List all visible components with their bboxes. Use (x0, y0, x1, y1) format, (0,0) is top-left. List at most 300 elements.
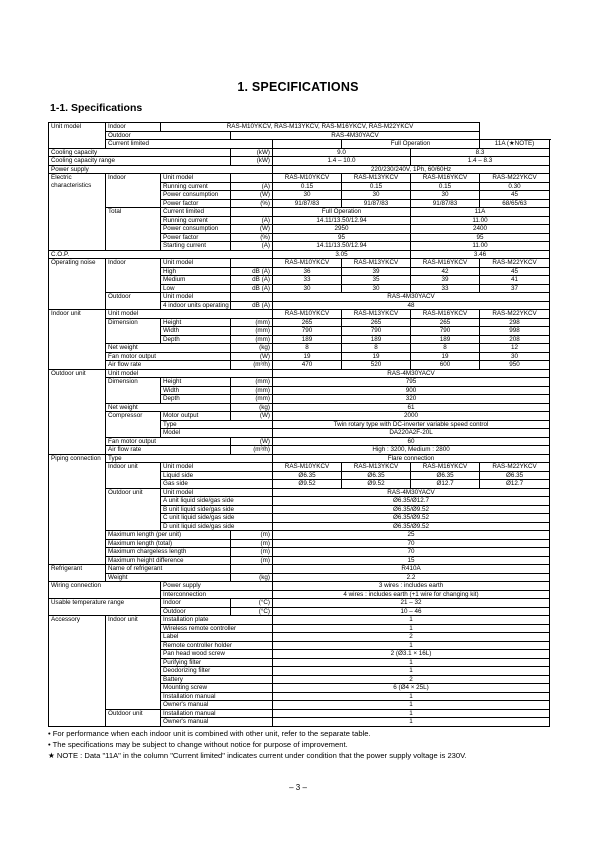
table-cell: 19 (273, 352, 342, 361)
table-cell: 208 (480, 335, 550, 344)
table-cell: Air flow rate (106, 361, 231, 370)
table-cell: RAS-M16YKCV (411, 174, 480, 183)
table-cell: (W) (231, 191, 273, 200)
table-cell: 320 (273, 395, 550, 404)
table-cell: 189 (411, 335, 480, 344)
table-cell (273, 140, 342, 149)
table-cell (231, 259, 273, 268)
table-cell: Ø9.52 (273, 480, 342, 489)
table-cell: 2950 (273, 225, 411, 234)
table-cell: (kg) (231, 403, 273, 412)
table-cell: Deodorizing filter (161, 667, 273, 676)
table-cell: 8 (411, 344, 480, 353)
table-cell: Name of refrigerant (106, 565, 231, 574)
table-cell: (W) (231, 352, 273, 361)
table-cell: RAS-M10YKCV (273, 463, 342, 472)
footnotes (48, 728, 558, 761)
table-cell: 1.4 – 10.0 (273, 157, 411, 166)
table-cell: Liquid side (161, 471, 273, 480)
table-cell: Ø6.35 (480, 471, 550, 480)
table-cell: Outdoor unit (106, 488, 161, 531)
table-cell: 33 (411, 284, 480, 293)
table-cell: Maximum chargeless length (106, 548, 231, 557)
table-cell: Height (161, 378, 231, 387)
table-cell: 265 (342, 318, 411, 327)
table-cell: Weight (106, 573, 231, 582)
table-cell: Net weight (106, 344, 231, 353)
specifications-table (48, 122, 550, 727)
table-cell: (kg) (231, 344, 273, 353)
table-cell: 14.11/13.50/12.94 (273, 242, 411, 251)
table-cell: RAS-M13YKCV (342, 463, 411, 472)
table-cell: High : 3200, Medium : 2800 (273, 446, 550, 455)
table-cell: 950 (480, 361, 550, 370)
table-cell: 39 (411, 276, 480, 285)
table-cell: C.O.P. (49, 250, 273, 259)
table-row (49, 369, 550, 378)
table-cell: Indoor (106, 259, 161, 293)
table-cell: Air flow rate (106, 446, 231, 455)
table-cell: Purifying filter (161, 658, 273, 667)
table-cell: RAS-4M30YACV (273, 488, 550, 497)
table-cell: (%) (231, 233, 273, 242)
table-cell: RAS-M10YKCV (273, 259, 342, 268)
table-cell: Total (106, 208, 161, 251)
table-row (49, 174, 550, 183)
table-cell: Outdoor (106, 131, 231, 140)
table-cell: Power consumption (161, 191, 231, 200)
table-cell: D unit liquid side/gas side (161, 522, 273, 531)
table-cell: Flare connection (273, 454, 550, 463)
table-cell: 0.30 (480, 182, 550, 191)
table-cell: 600 (411, 361, 480, 370)
table-cell: Ø6.35/Ø9.52 (273, 505, 550, 514)
table-cell: Indoor (106, 123, 161, 132)
table-cell: 2000 (273, 412, 550, 421)
table-cell: Mounting screw (161, 684, 273, 693)
table-cell: Full Operation (273, 208, 411, 217)
table-cell: Indoor unit (49, 310, 106, 370)
table-cell: 42 (411, 267, 480, 276)
table-cell: 91/87/83 (411, 199, 480, 208)
table-cell: Running current (161, 182, 231, 191)
table-row (49, 259, 550, 268)
table-cell: RAS-4M30YACV (273, 293, 550, 302)
table-cell: Net weight (106, 403, 231, 412)
table-cell: 4 indoor units operating (161, 301, 231, 310)
page-title: 1. SPECIFICATIONS (237, 80, 359, 94)
table-cell: RAS-M22YKCV (480, 463, 550, 472)
table-cell: 8 (273, 344, 342, 353)
table-cell: dB (A) (231, 276, 273, 285)
table-cell: 795 (273, 378, 550, 387)
table-cell: Compressor (106, 412, 161, 438)
table-cell: Model (161, 429, 273, 438)
table-cell: DA220A2F-20L (273, 429, 550, 438)
table-cell: 11A (★NOTE) (480, 140, 550, 149)
table-cell: Ø6.35/Ø12.7 (273, 497, 550, 506)
table-cell: 470 (273, 361, 342, 370)
table-cell: 2400 (411, 225, 550, 234)
table-cell: 2 (273, 633, 550, 642)
table-cell: Power supply (49, 165, 273, 174)
table-cell: 70 (273, 548, 550, 557)
table-cell: Dimension (106, 318, 161, 344)
table-cell: 1.4 – 8.3 (411, 157, 550, 166)
table-cell: 3.05 (273, 250, 411, 259)
table-cell: Ø6.35/Ø9.52 (273, 514, 550, 523)
table-cell: Starting current (161, 242, 231, 251)
table-cell (231, 293, 273, 302)
table-row (49, 344, 550, 353)
table-row (49, 157, 550, 166)
table-cell: Ø6.35 (342, 471, 411, 480)
table-cell: Fan motor output (106, 437, 231, 446)
table-cell: C unit liquid side/gas side (161, 514, 273, 523)
table-cell: Unit model (161, 259, 231, 268)
table-cell: RAS-M10YKCV, RAS-M13YKCV, RAS-M16YKCV, RAS-M22YKCV (161, 123, 480, 132)
table-cell: (m) (231, 556, 273, 565)
table-cell: Indoor (161, 599, 231, 608)
table-cell: (m) (231, 531, 273, 540)
table-cell: 8 (342, 344, 411, 353)
table-cell: Power factor (161, 233, 231, 242)
table-cell: 36 (273, 267, 342, 276)
table-cell: 3 wires : includes earth (273, 582, 550, 591)
table-cell: (m³/h) (231, 361, 273, 370)
table-cell: 30 (411, 191, 480, 200)
table-cell: 9.0 (273, 148, 411, 157)
table-cell: 21 – 32 (273, 599, 550, 608)
table-cell: (kW) (231, 148, 273, 157)
table-cell: 11.00 (411, 242, 550, 251)
table-row (49, 599, 550, 608)
page-number: – 3 – (289, 783, 307, 792)
table-row (49, 565, 550, 574)
table-cell: Indoor unit (106, 616, 161, 710)
table-cell: Wireless remote controller (161, 624, 273, 633)
table-row (49, 378, 550, 387)
table-cell: 14.11/13.50/12.94 (273, 216, 411, 225)
table-cell: 189 (342, 335, 411, 344)
specifications-table-body (49, 123, 550, 727)
table-cell: Pan head wood screw (161, 650, 273, 659)
table-cell: Installation manual (161, 692, 273, 701)
table-cell: Ø12.7 (411, 480, 480, 489)
table-cell: 298 (480, 318, 550, 327)
table-cell: 790 (342, 327, 411, 336)
table-cell: 6 (Ø4 × 25L) (273, 684, 550, 693)
table-row (49, 403, 550, 412)
table-cell: (°C) (231, 599, 273, 608)
table-cell: Width (161, 386, 231, 395)
table-cell: 95 (411, 233, 550, 242)
table-cell: 265 (411, 318, 480, 327)
table-cell: Power supply (161, 582, 273, 591)
table-cell: Installation plate (161, 616, 273, 625)
table-cell: Battery (161, 675, 273, 684)
table-cell: 4 wires : includes earth (+1 wire for changing kit) (273, 590, 550, 599)
table-cell: RAS-M10YKCV (273, 174, 342, 183)
table-cell: (kW) (231, 157, 273, 166)
table-cell: 0.15 (273, 182, 342, 191)
table-cell: 265 (273, 318, 342, 327)
table-cell: 48 (273, 301, 550, 310)
table-cell: 220/230/240V, 1Ph, 60/60Hz (273, 165, 550, 174)
table-row (49, 454, 550, 463)
table-cell: Type (106, 454, 273, 463)
table-cell: Piping connection (49, 454, 106, 565)
table-cell: 0.15 (342, 182, 411, 191)
table-cell: Accessory (49, 616, 106, 727)
table-cell (231, 174, 273, 183)
table-cell: Current limited (106, 140, 273, 149)
table-cell: Low (161, 284, 231, 293)
table-cell: (W) (231, 437, 273, 446)
table-cell: 3.46 (411, 250, 550, 259)
table-row (49, 446, 550, 455)
table-cell: 35 (342, 276, 411, 285)
table-cell: 1 (273, 641, 550, 650)
table-cell: 520 (342, 361, 411, 370)
table-row (49, 412, 550, 421)
table-cell: 61 (273, 403, 550, 412)
table-cell: Installation manual (161, 709, 273, 718)
table-cell: RAS-4M30YACV (273, 369, 550, 378)
table-cell: Unit model (161, 488, 273, 497)
table-cell: 70 (273, 539, 550, 548)
table-cell: Unit model (161, 463, 273, 472)
table-row (49, 573, 550, 582)
table-cell: A unit liquid side/gas side (161, 497, 273, 506)
table-cell: 95 (273, 233, 411, 242)
table-cell: Remote controller holder (161, 641, 273, 650)
table-cell: 11.00 (411, 216, 550, 225)
table-cell: 19 (342, 352, 411, 361)
table-cell: Type (161, 420, 273, 429)
table-cell: Wiring connection (49, 582, 161, 599)
table-cell: RAS-M13YKCV (342, 310, 411, 319)
table-row (49, 488, 550, 497)
table-cell: Outdoor (106, 293, 161, 310)
table-cell: 998 (480, 327, 550, 336)
table-cell: 2 (Ø3.1 × 16L) (273, 650, 550, 659)
table-cell: 33 (273, 276, 342, 285)
table-cell: Interconnection (161, 590, 273, 599)
table-cell: 30 (273, 284, 342, 293)
table-cell: 189 (273, 335, 342, 344)
table-cell: 1 (273, 701, 550, 710)
table-cell: RAS-M13YKCV (342, 259, 411, 268)
table-cell: dB (A) (231, 267, 273, 276)
table-cell: 45 (480, 267, 550, 276)
table-cell: 91/87/83 (273, 199, 342, 208)
table-cell: dB (A) (231, 284, 273, 293)
table-row (49, 318, 550, 327)
table-cell: Unit model (161, 174, 231, 183)
table-cell: Height (161, 318, 231, 327)
table-cell: Current limited (161, 208, 231, 217)
table-cell: 1 (273, 616, 550, 625)
section-title: 1-1. Specifications (50, 102, 143, 114)
table-cell: Indoor unit (106, 463, 161, 489)
table-cell: RAS-M22YKCV (480, 310, 550, 319)
table-cell: 1 (273, 692, 550, 701)
table-cell: Operating noise (49, 259, 106, 310)
table-row (49, 531, 550, 540)
table-cell: 1 (273, 709, 550, 718)
table-cell: 60 (273, 437, 550, 446)
table-cell: R410A (273, 565, 550, 574)
table-cell: RAS-M16YKCV (411, 463, 480, 472)
table-cell: RAS-M13YKCV (342, 174, 411, 183)
table-cell: 2.2 (273, 573, 550, 582)
table-cell: Ø6.35 (411, 471, 480, 480)
footnote: ★ NOTE : Data "11A" in the column "Current limited" indicates current under condition that the power supply voltage is 230V. (48, 751, 467, 760)
table-cell: 30 (342, 284, 411, 293)
table-cell: (A) (231, 216, 273, 225)
table-row (49, 437, 550, 446)
table-row (49, 165, 550, 174)
table-row (49, 250, 550, 259)
table-cell: Electric characteristics (49, 174, 106, 251)
table-cell: 10 – 46 (273, 607, 550, 616)
table-cell: Medium (161, 276, 231, 285)
table-cell: RAS-M16YKCV (411, 259, 480, 268)
table-cell: (mm) (231, 318, 273, 327)
table-row (49, 310, 550, 319)
table-row (49, 709, 550, 718)
table-cell: RAS-4M30YACV (231, 131, 480, 140)
table-row (49, 352, 550, 361)
table-cell: Outdoor unit (106, 709, 161, 726)
table-cell: 19 (411, 352, 480, 361)
table-cell: Power consumption (161, 225, 231, 234)
table-cell: Outdoor unit (49, 369, 106, 454)
table-cell: (mm) (231, 378, 273, 387)
table-cell: 1 (273, 718, 550, 727)
table-cell: Ø6.35/Ø9.52 (273, 522, 550, 531)
table-cell: Width (161, 327, 231, 336)
table-cell: Cooling capacity range (49, 157, 231, 166)
table-row (49, 556, 550, 565)
table-row (49, 208, 550, 217)
table-cell (231, 565, 273, 574)
table-row (49, 140, 550, 149)
table-cell: Unit model (161, 293, 231, 302)
table-cell: (m³/h) (231, 446, 273, 455)
footnote: • The specifications may be subject to change without notice for purpose of improvement. (48, 740, 348, 749)
table-cell: Refrigerant (49, 565, 106, 582)
table-cell: Power factor (161, 199, 231, 208)
table-cell: Depth (161, 395, 231, 404)
table-cell: 2 (273, 675, 550, 684)
table-row (49, 123, 550, 132)
table-cell: 8.3 (411, 148, 550, 157)
table-cell: 12 (480, 344, 550, 353)
table-cell: Gas side (161, 480, 273, 489)
table-cell: Maximum length (per unit) (106, 531, 231, 540)
table-cell: Ø9.52 (342, 480, 411, 489)
table-row (49, 616, 550, 625)
table-cell: B unit liquid side/gas side (161, 505, 273, 514)
table-cell: 91/87/83 (342, 199, 411, 208)
table-cell: Unit model (49, 123, 106, 149)
table-cell: Maximum length (total) (106, 539, 231, 548)
table-row (49, 548, 550, 557)
table-cell: 68/65/63 (480, 199, 550, 208)
table-cell: (mm) (231, 335, 273, 344)
table-cell: (A) (231, 242, 273, 251)
table-cell: Cooling capacity (49, 148, 231, 157)
table-cell: (mm) (231, 395, 273, 404)
table-cell: 1 (273, 624, 550, 633)
table-row (49, 148, 550, 157)
table-row (49, 131, 550, 140)
table-cell (231, 208, 273, 217)
table-cell: 37 (480, 284, 550, 293)
table-cell: 25 (273, 531, 550, 540)
table-cell: 30 (273, 191, 342, 200)
table-cell: RAS-M22YKCV (480, 259, 550, 268)
table-cell: Outdoor (161, 607, 231, 616)
table-cell: 900 (273, 386, 550, 395)
table-cell: 0.15 (411, 182, 480, 191)
table-cell: Maximum height difference (106, 556, 231, 565)
table-cell: Owner's manual (161, 701, 273, 710)
table-cell: Full Operation (342, 140, 480, 149)
table-cell: 11A (411, 208, 550, 217)
table-cell: RAS-M16YKCV (411, 310, 480, 319)
table-row (49, 463, 550, 472)
table-cell: Running current (161, 216, 231, 225)
table-cell: 790 (273, 327, 342, 336)
table-cell: (W) (231, 225, 273, 234)
table-cell: 1 (273, 658, 550, 667)
table-cell: dB (A) (231, 301, 273, 310)
table-cell: (mm) (231, 386, 273, 395)
table-cell: 1 (273, 667, 550, 676)
table-cell: 30 (480, 352, 550, 361)
table-cell: Unit model (106, 369, 273, 378)
table-cell: (kg) (231, 573, 273, 582)
table-cell: 45 (480, 191, 550, 200)
table-cell: (m) (231, 539, 273, 548)
table-row (49, 293, 550, 302)
table-row (49, 539, 550, 548)
table-cell: Dimension (106, 378, 161, 404)
table-cell: (A) (231, 182, 273, 191)
table-cell: Motor output (161, 412, 231, 421)
table-cell: RAS-M22YKCV (480, 174, 550, 183)
table-cell: (W) (231, 412, 273, 421)
table-cell: (mm) (231, 327, 273, 336)
table-cell: (°C) (231, 607, 273, 616)
table-cell: Usable temperature range (49, 599, 161, 616)
table-cell: Label (161, 633, 273, 642)
table-cell: (%) (231, 199, 273, 208)
table-row (49, 582, 550, 591)
table-cell: 790 (411, 327, 480, 336)
table-cell: High (161, 267, 231, 276)
table-cell: 15 (273, 556, 550, 565)
table-cell: (m) (231, 548, 273, 557)
table-cell: Ø12.7 (480, 480, 550, 489)
table-cell: Fan motor output (106, 352, 231, 361)
table-cell: 41 (480, 276, 550, 285)
table-cell: Owner's manual (161, 718, 273, 727)
table-cell: 39 (342, 267, 411, 276)
